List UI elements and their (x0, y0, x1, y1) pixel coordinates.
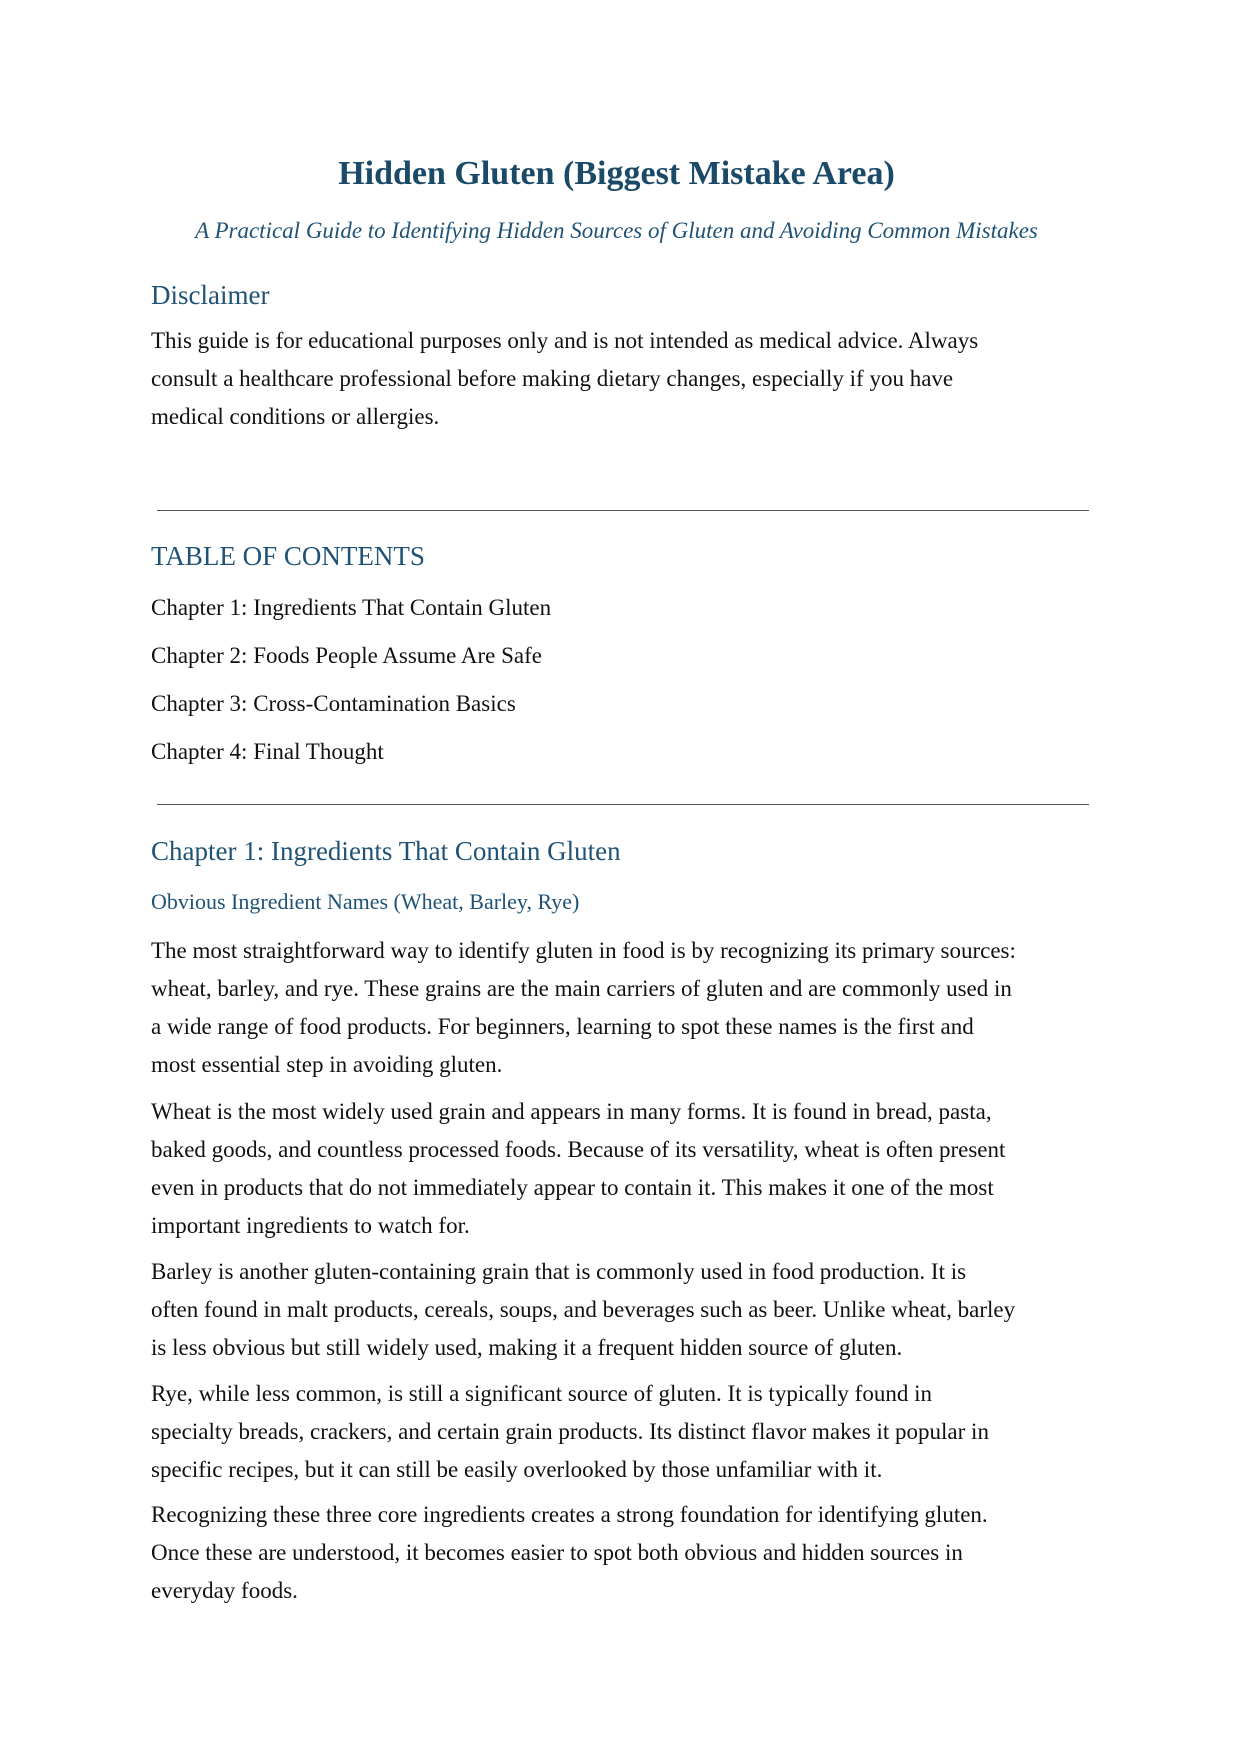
paragraph-line: wheat, barley, and rye. These grains are the main carriers of gluten and are commonly used in (151, 976, 1012, 1001)
paragraph-line: is less obvious but still widely used, making it a frequent hidden source of gluten. (151, 1335, 903, 1360)
paragraph-line: specific recipes, but it can still be easily overlooked by those unfamiliar with it. (151, 1457, 883, 1482)
paragraph-line: Recognizing these three core ingredients creates a strong foundation for identifying gluten. (151, 1502, 988, 1527)
paragraph-line: important ingredients to watch for. (151, 1213, 470, 1238)
toc-heading: TABLE OF CONTENTS (151, 541, 425, 571)
paragraph-line: Rye, while less common, is still a significant source of gluten. It is typically found in (151, 1381, 932, 1406)
disclaimer-line: This guide is for educational purposes only and is not intended as medical advice. Always (151, 328, 979, 353)
toc-item-chapter-2: Chapter 2: Foods People Assume Are Safe (151, 643, 542, 668)
paragraph-line: specialty breads, crackers, and certain grain products. Its distinct flavor makes it popular in (151, 1419, 989, 1444)
toc-item-chapter-1: Chapter 1: Ingredients That Contain Gluten (151, 595, 552, 620)
paragraph-line: a wide range of food products. For beginners, learning to spot these names is the first and (151, 1014, 974, 1039)
paragraph (151, 1253, 1096, 1367)
paragraph-line: Once these are understood, it becomes easier to spot both obvious and hidden sources in (151, 1540, 963, 1565)
paragraph (151, 1496, 1096, 1610)
paragraph-line: The most straightforward way to identify gluten in food is by recognizing its primary sources: (151, 938, 1016, 963)
chapter-1-subheading: Obvious Ingredient Names (Wheat, Barley, Rye) (151, 889, 580, 914)
toc-item-chapter-4: Chapter 4: Final Thought (151, 739, 384, 764)
disclaimer-heading: Disclaimer (151, 280, 270, 310)
paragraph (151, 1375, 1096, 1489)
paragraph-line: most essential step in avoiding gluten. (151, 1052, 503, 1077)
disclaimer-line: consult a healthcare professional before making dietary changes, especially if you have (151, 366, 954, 391)
paragraph-line: Wheat is the most widely used grain and appears in many forms. It is found in bread, pasta, (151, 1099, 992, 1124)
paragraph-line: baked goods, and countless processed foods. Because of its versatility, wheat is often present (151, 1137, 1006, 1162)
section-divider (157, 510, 1089, 511)
section-divider (157, 804, 1089, 805)
paragraph-line: often found in malt products, cereals, soups, and beverages such as beer. Unlike wheat, barley (151, 1297, 1016, 1322)
paragraph-line: everyday foods. (151, 1578, 298, 1603)
paragraph-line: Barley is another gluten-containing grain that is commonly used in food production. It is (151, 1259, 967, 1284)
paragraph (151, 1093, 1096, 1245)
paragraph-line: even in products that do not immediately appear to contain it. This makes it one of the most (151, 1175, 994, 1200)
document-subtitle: A Practical Guide to Identifying Hidden Sources of Gluten and Avoiding Common Mistakes (195, 218, 1038, 243)
disclaimer-line: medical conditions or allergies. (151, 404, 440, 429)
chapter-1-heading: Chapter 1: Ingredients That Contain Gluten (151, 836, 621, 866)
document-title: Hidden Gluten (Biggest Mistake Area) (338, 155, 895, 192)
toc-item-chapter-3: Chapter 3: Cross-Contamination Basics (151, 691, 516, 716)
paragraph (151, 932, 1096, 1084)
disclaimer-text (151, 322, 1096, 436)
